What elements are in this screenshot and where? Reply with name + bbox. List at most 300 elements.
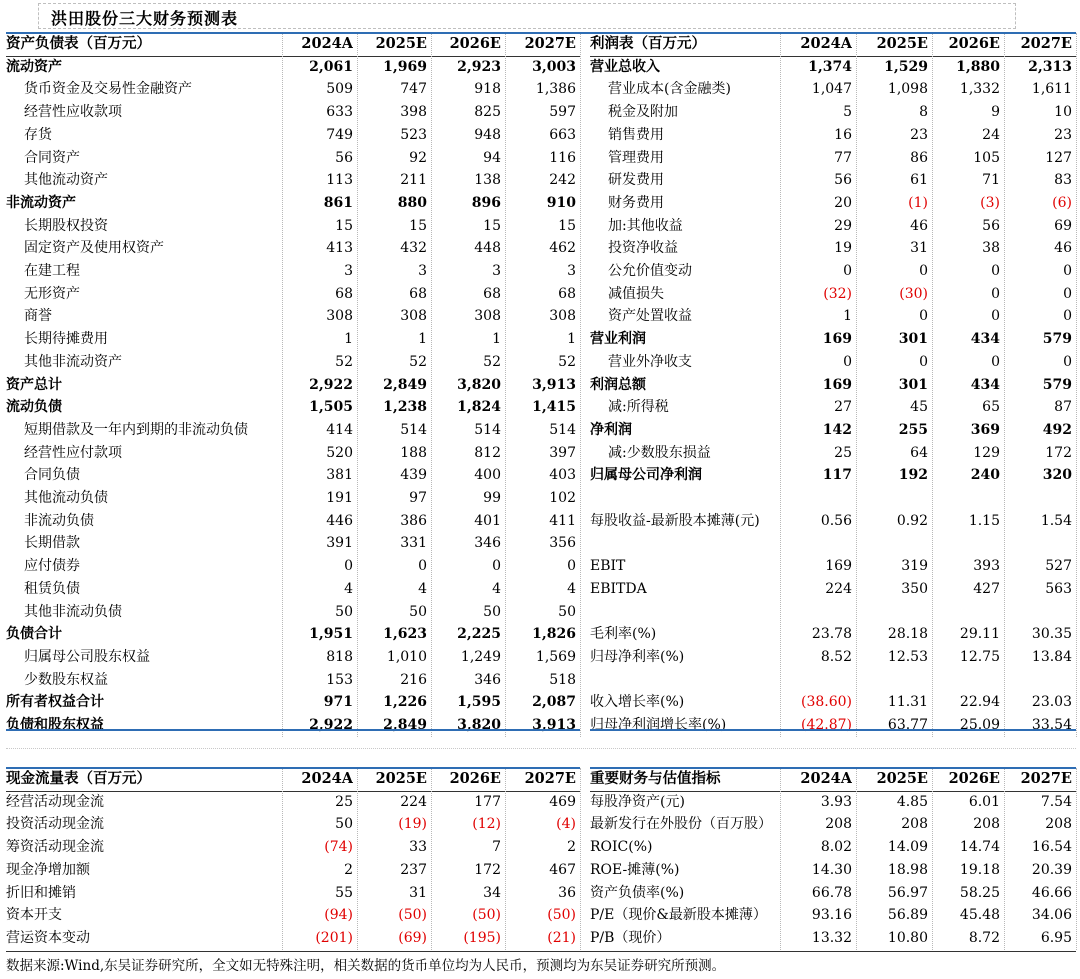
- value-cell: (69): [398, 929, 427, 946]
- value-cell: 92: [409, 149, 427, 166]
- section-rule-right: [590, 729, 1076, 731]
- value-cell: 24: [982, 126, 1000, 143]
- table-title: 重要财务与估值指标: [590, 770, 721, 787]
- row-label: 固定资产及使用权资产: [24, 240, 164, 257]
- table-row: [0, 396, 1080, 419]
- value-cell: 3: [418, 263, 427, 279]
- value-cell: 3,913: [532, 717, 576, 733]
- value-cell: (3): [980, 194, 1000, 211]
- value-cell: (1): [908, 194, 928, 211]
- value-cell: 34: [483, 884, 501, 901]
- value-cell: [932, 532, 1000, 555]
- row-label: [590, 532, 780, 555]
- value-cell: 579: [1042, 331, 1072, 348]
- value-cell: 812: [474, 444, 501, 461]
- value-cell: 301: [898, 331, 928, 348]
- column-header: 2027E: [1020, 35, 1072, 52]
- value-cell: [856, 601, 928, 624]
- table-row: [0, 215, 1080, 238]
- row-label: 经营性应付款项: [24, 444, 122, 461]
- column-header: 2024A: [301, 35, 353, 52]
- table-row: [0, 714, 1080, 737]
- table-row: [0, 904, 1080, 927]
- value-cell: 0: [843, 263, 852, 279]
- row-label: 每股净资产(元): [590, 793, 685, 810]
- value-cell: 12.75: [959, 648, 1000, 665]
- value-cell: 0: [919, 353, 928, 370]
- value-cell: 13.32: [811, 929, 852, 946]
- table-row: [0, 836, 1080, 859]
- value-cell: 2,849: [383, 717, 427, 733]
- row-label: 管理费用: [608, 149, 664, 166]
- value-cell: 3.93: [820, 793, 852, 810]
- value-cell: 129: [973, 444, 1000, 461]
- value-cell: 446: [326, 512, 353, 529]
- value-cell: 861: [323, 194, 353, 211]
- table-row: [0, 510, 1080, 533]
- row-label: P/E（现价&最新股本摊薄）: [590, 907, 767, 924]
- value-cell: 403: [549, 467, 576, 484]
- value-cell: 633: [326, 104, 353, 121]
- value-cell: [780, 669, 852, 692]
- value-cell: 216: [400, 671, 427, 688]
- table-row: [0, 859, 1080, 882]
- value-cell: 462: [549, 240, 576, 257]
- column-header: 2026E: [449, 35, 501, 52]
- value-cell: 1,249: [460, 648, 501, 665]
- row-label: 应付债券: [24, 558, 80, 575]
- value-cell: [932, 669, 1000, 692]
- value-cell: 50: [558, 603, 576, 620]
- table-row: [0, 56, 1080, 79]
- table-row: [0, 464, 1080, 487]
- value-cell: 434: [970, 331, 1000, 348]
- value-cell: 65: [982, 399, 1000, 416]
- value-cell: 0: [919, 263, 928, 279]
- value-cell: 20.39: [1031, 861, 1072, 878]
- row-label: ROIC(%): [590, 839, 653, 856]
- table-row: [0, 283, 1080, 306]
- value-cell: 19.18: [959, 861, 1000, 878]
- value-cell: 34.06: [1031, 907, 1072, 924]
- value-cell: 880: [397, 194, 427, 211]
- value-cell: 2: [344, 861, 353, 878]
- value-cell: 14.09: [887, 839, 928, 856]
- value-cell: 514: [400, 421, 427, 438]
- value-cell: 52: [409, 353, 427, 370]
- row-label: EBITDA: [590, 580, 647, 597]
- value-cell: 356: [549, 535, 576, 552]
- table-row: [0, 669, 1080, 692]
- column-divider: [1004, 768, 1005, 950]
- value-cell: 55: [335, 884, 353, 901]
- value-cell: 172: [1045, 444, 1072, 461]
- column-header: 2027E: [524, 770, 576, 787]
- row-label: [590, 601, 780, 624]
- value-cell: 23.78: [811, 626, 852, 643]
- value-cell: 1,969: [383, 58, 427, 75]
- value-cell: (94): [324, 907, 353, 924]
- table-row: [0, 882, 1080, 905]
- row-label: 加:其他收益: [608, 217, 683, 234]
- value-cell: 319: [901, 558, 928, 575]
- value-cell: 68: [409, 285, 427, 302]
- section-rule-right: [590, 767, 1076, 769]
- value-cell: 68: [483, 285, 501, 302]
- row-label: 归属母公司股东权益: [24, 648, 150, 665]
- row-label: 减:所得税: [608, 399, 669, 416]
- value-cell: (195): [463, 929, 501, 946]
- value-cell: 23: [1054, 126, 1072, 143]
- row-label: 现金净增加额: [6, 861, 90, 878]
- value-cell: 66.78: [811, 884, 852, 901]
- value-cell: 1,880: [956, 58, 1000, 75]
- value-cell: 1,010: [386, 648, 427, 665]
- value-cell: 398: [400, 104, 427, 121]
- value-cell: 1,595: [457, 694, 501, 711]
- value-cell: (50): [547, 907, 576, 924]
- value-cell: [1004, 669, 1072, 692]
- row-label: 负债合计: [6, 626, 62, 643]
- value-cell: (30): [899, 285, 928, 302]
- row-label: [590, 669, 780, 692]
- row-label: 租赁负债: [24, 580, 80, 597]
- title-box: [38, 3, 1016, 29]
- value-cell: 1,505: [309, 399, 353, 416]
- row-label: 其他非流动负债: [24, 603, 122, 620]
- value-cell: 240: [970, 467, 1000, 484]
- table-title: 资产负债表（百万元）: [6, 35, 151, 52]
- row-label: P/B（现价）: [590, 929, 671, 946]
- value-cell: 6.95: [1040, 929, 1072, 946]
- column-divider: [932, 768, 933, 950]
- value-cell: 77: [834, 149, 852, 166]
- row-label: 营业外净收支: [608, 353, 692, 370]
- table-row: [0, 442, 1080, 465]
- table-row: [0, 601, 1080, 624]
- section-rule-left: [6, 767, 580, 769]
- value-cell: 25.09: [959, 717, 1000, 733]
- value-cell: 2,922: [309, 717, 353, 733]
- value-cell: 29.11: [959, 626, 1000, 643]
- value-cell: 68: [558, 285, 576, 302]
- row-label: 其他流动负债: [24, 490, 108, 506]
- column-header: 2027E: [1020, 770, 1072, 787]
- value-cell: 237: [400, 861, 427, 878]
- value-cell: (6): [1052, 194, 1072, 211]
- row-label: 营业利润: [590, 331, 646, 348]
- value-cell: 1,047: [811, 81, 852, 98]
- value-cell: (38.60): [800, 694, 852, 711]
- value-cell: 346: [474, 671, 501, 688]
- value-cell: 527: [1045, 558, 1072, 575]
- value-cell: 7: [492, 839, 501, 856]
- value-cell: 2,923: [457, 58, 501, 75]
- value-cell: 61: [910, 172, 928, 189]
- value-cell: 1: [567, 331, 576, 348]
- row-label: 归母净利润增长率(%): [590, 717, 727, 733]
- row-label: 存货: [24, 126, 52, 143]
- value-cell: 818: [326, 648, 353, 665]
- value-cell: 1: [418, 331, 427, 348]
- table-row: [0, 328, 1080, 351]
- value-cell: 1,374: [808, 58, 852, 75]
- value-cell: 29: [834, 217, 852, 234]
- row-label: 减值损失: [608, 285, 664, 302]
- table-row: [0, 578, 1080, 601]
- row-label: 投资净收益: [608, 240, 678, 257]
- value-cell: 350: [901, 580, 928, 597]
- row-label: 筹资活动现金流: [6, 839, 104, 856]
- value-cell: 413: [326, 240, 353, 257]
- value-cell: 10: [1054, 104, 1072, 121]
- value-cell: 58.25: [959, 884, 1000, 901]
- value-cell: 469: [549, 793, 576, 810]
- value-cell: 514: [474, 421, 501, 438]
- value-cell: 1,611: [1031, 81, 1072, 98]
- value-cell: 0: [344, 558, 353, 575]
- value-cell: 2,922: [309, 376, 353, 393]
- column-divider: [1076, 33, 1077, 737]
- value-cell: 518: [549, 671, 576, 688]
- value-cell: 2: [567, 839, 576, 856]
- column-divider: [932, 33, 933, 737]
- value-cell: 71: [982, 172, 1000, 189]
- value-cell: 4: [418, 580, 427, 597]
- row-label: 归母净利率(%): [590, 648, 685, 665]
- value-cell: 56: [335, 149, 353, 166]
- table-row: [0, 78, 1080, 101]
- value-cell: 308: [400, 308, 427, 325]
- row-label: 研发费用: [608, 172, 664, 189]
- value-cell: (19): [398, 816, 427, 833]
- row-label: 净利润: [590, 421, 632, 438]
- table-row: [0, 101, 1080, 124]
- value-cell: 0: [991, 353, 1000, 370]
- value-cell: 2,087: [532, 694, 576, 711]
- column-header: 2025E: [876, 35, 928, 52]
- value-cell: 23.03: [1031, 694, 1072, 711]
- value-cell: 4: [567, 580, 576, 597]
- value-cell: 30.35: [1031, 626, 1072, 643]
- value-cell: 36: [558, 884, 576, 901]
- table-row: [0, 791, 1080, 814]
- value-cell: 948: [474, 126, 501, 143]
- column-header: 2024A: [800, 770, 852, 787]
- value-cell: 15: [409, 217, 427, 234]
- value-cell: [856, 532, 928, 555]
- value-cell: 393: [973, 558, 1000, 575]
- value-cell: 50: [335, 603, 353, 620]
- value-cell: (201): [315, 929, 353, 946]
- value-cell: 0: [567, 558, 576, 575]
- value-cell: 7.54: [1040, 793, 1072, 810]
- row-label: 销售费用: [608, 126, 664, 143]
- value-cell: 15: [558, 217, 576, 234]
- row-label: 商誉: [24, 308, 52, 325]
- value-cell: 8.02: [820, 839, 852, 856]
- value-cell: 105: [973, 149, 1000, 166]
- value-cell: 1,951: [309, 626, 353, 643]
- value-cell: 50: [483, 603, 501, 620]
- value-cell: [932, 487, 1000, 510]
- value-cell: 492: [1042, 421, 1072, 438]
- value-cell: 414: [326, 421, 353, 438]
- row-label: 经营活动现金流: [6, 793, 104, 810]
- column-divider: [1004, 33, 1005, 737]
- value-cell: 2,313: [1028, 58, 1072, 75]
- value-cell: [780, 487, 852, 510]
- value-cell: 1,098: [887, 81, 928, 98]
- value-cell: 3,913: [532, 376, 576, 393]
- value-cell: 1: [492, 331, 501, 348]
- value-cell: 3,003: [532, 58, 576, 75]
- value-cell: 0: [492, 558, 501, 575]
- value-cell: 427: [973, 580, 1000, 597]
- value-cell: 1: [843, 308, 852, 325]
- value-cell: 8.72: [968, 929, 1000, 946]
- row-label: 货币资金及交易性金融资产: [24, 81, 192, 98]
- column-header: 2025E: [375, 35, 427, 52]
- value-cell: 19: [834, 240, 852, 257]
- value-cell: 56.97: [887, 884, 928, 901]
- row-label: 长期待摊费用: [24, 331, 108, 348]
- value-cell: 22.94: [959, 694, 1000, 711]
- row-label: 长期股权投资: [24, 217, 108, 234]
- value-cell: 46: [1054, 240, 1072, 257]
- value-cell: 3,820: [457, 376, 501, 393]
- value-cell: 52: [483, 353, 501, 370]
- value-cell: 177: [474, 793, 501, 810]
- value-cell: 208: [901, 816, 928, 833]
- table-row: [0, 305, 1080, 328]
- value-cell: 434: [970, 376, 1000, 393]
- value-cell: 3,820: [457, 717, 501, 733]
- column-header: 2025E: [876, 770, 928, 787]
- row-label: 资产总计: [6, 376, 62, 393]
- value-cell: (32): [823, 285, 852, 302]
- value-cell: 14.74: [959, 839, 1000, 856]
- value-cell: 0: [1063, 263, 1072, 279]
- value-cell: 69: [1054, 217, 1072, 234]
- value-cell: 1: [344, 331, 353, 348]
- table-row: [0, 927, 1080, 950]
- value-cell: 4: [344, 580, 353, 597]
- value-cell: 169: [822, 376, 852, 393]
- value-cell: 391: [326, 535, 353, 552]
- value-cell: 16: [834, 126, 852, 143]
- value-cell: 68: [335, 285, 353, 302]
- value-cell: 97: [409, 490, 427, 506]
- column-header: 2026E: [449, 770, 501, 787]
- value-cell: 910: [546, 194, 576, 211]
- table-row: [0, 487, 1080, 510]
- column-divider: [856, 768, 857, 950]
- row-label: 资产处置收益: [608, 308, 692, 325]
- row-label: 其他非流动资产: [24, 353, 122, 370]
- value-cell: 597: [549, 104, 576, 121]
- value-cell: 4: [492, 580, 501, 597]
- value-cell: 50: [335, 816, 353, 833]
- row-label: 减:少数股东损益: [608, 444, 711, 461]
- value-cell: 31: [409, 884, 427, 901]
- value-cell: 3: [344, 263, 353, 279]
- value-cell: 23: [910, 126, 928, 143]
- value-cell: 46.66: [1031, 884, 1072, 901]
- value-cell: 211: [400, 172, 427, 189]
- row-label: 投资活动现金流: [6, 816, 104, 833]
- value-cell: 2,849: [383, 376, 427, 393]
- column-header: 2024A: [301, 770, 353, 787]
- column-header: 2025E: [375, 770, 427, 787]
- value-cell: 208: [1045, 816, 1072, 833]
- value-cell: 346: [474, 535, 501, 552]
- table-row: [0, 147, 1080, 170]
- value-cell: 14.30: [811, 861, 852, 878]
- value-cell: 113: [326, 172, 353, 189]
- value-cell: 1,332: [959, 81, 1000, 98]
- value-cell: (4): [556, 816, 576, 833]
- row-label: 流动负债: [6, 399, 62, 416]
- value-cell: 52: [335, 353, 353, 370]
- value-cell: 523: [400, 126, 427, 143]
- value-cell: 45.48: [959, 907, 1000, 924]
- table-row: [0, 351, 1080, 374]
- value-cell: 825: [474, 104, 501, 121]
- row-label: [590, 487, 780, 510]
- row-label: 财务费用: [608, 194, 664, 211]
- value-cell: 579: [1042, 376, 1072, 393]
- column-header: 2026E: [948, 35, 1000, 52]
- value-cell: 224: [400, 793, 427, 810]
- value-cell: 1,415: [532, 399, 576, 416]
- value-cell: 467: [549, 861, 576, 878]
- value-cell: [780, 532, 852, 555]
- row-label: 长期借款: [24, 535, 80, 552]
- value-cell: 38: [982, 240, 1000, 257]
- row-label: 负债和股东权益: [6, 717, 104, 733]
- value-cell: 918: [474, 81, 501, 98]
- value-cell: 208: [973, 816, 1000, 833]
- value-cell: 1,826: [532, 626, 576, 643]
- row-label: 经营性应收款项: [24, 104, 122, 121]
- value-cell: 102: [549, 490, 576, 506]
- row-label: 合同负债: [24, 467, 80, 484]
- value-cell: 13.84: [1031, 648, 1072, 665]
- value-cell: 18.98: [887, 861, 928, 878]
- row-label: 毛利率(%): [590, 626, 657, 643]
- table-row: [0, 260, 1080, 283]
- value-cell: 1,529: [884, 58, 928, 75]
- value-cell: 0: [991, 308, 1000, 325]
- table-row: [0, 691, 1080, 714]
- table-row: [0, 623, 1080, 646]
- value-cell: (50): [472, 907, 501, 924]
- value-cell: 56: [834, 172, 852, 189]
- value-cell: 255: [898, 421, 928, 438]
- value-cell: 153: [326, 671, 353, 688]
- row-label: 少数股东权益: [24, 671, 108, 688]
- spacer-rule: [6, 748, 1076, 749]
- value-cell: 448: [474, 240, 501, 257]
- value-cell: 301: [898, 376, 928, 393]
- header-row: [0, 768, 1080, 791]
- value-cell: 25: [335, 793, 353, 810]
- row-label: 税金及附加: [608, 104, 678, 121]
- table-row: [0, 192, 1080, 215]
- bottom-rule: [6, 951, 1076, 952]
- value-cell: 8.52: [820, 648, 852, 665]
